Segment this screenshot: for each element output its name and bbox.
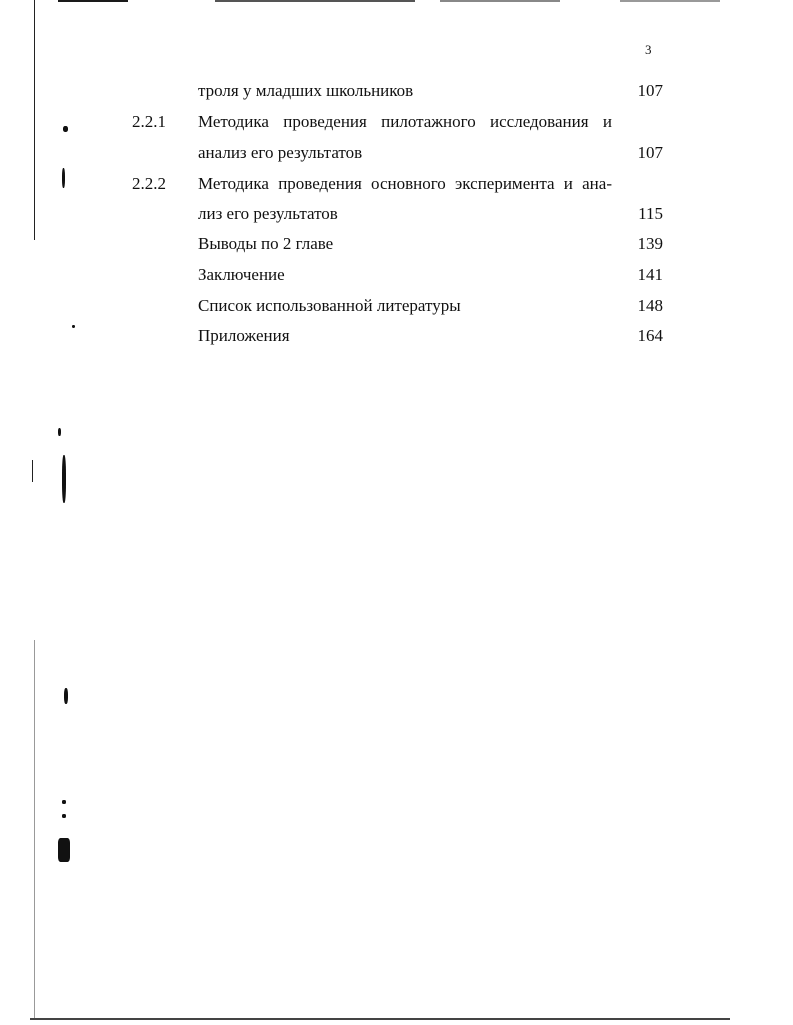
toc-entry-number: 2.2.1 [132, 112, 166, 131]
toc-entry-text: Список использованной литературы [198, 296, 461, 315]
toc-entry-text: Методика проведения основного эксперимента и ана- [198, 174, 612, 193]
scan-left-edge [30, 0, 70, 1025]
toc-entry-page: 148 [637, 296, 663, 315]
toc-entry-text: Методика проведения пилотажного исследования и [198, 112, 612, 131]
scan-top-edge [0, 0, 793, 3]
toc-entry-text: Приложения [198, 326, 290, 345]
toc-entry-page: 115 [638, 204, 663, 223]
toc-entry-number: 2.2.2 [132, 174, 166, 193]
toc-entry-page: 164 [637, 326, 663, 345]
scan-bottom-edge [30, 1018, 730, 1020]
toc-entry-text: Выводы по 2 главе [198, 234, 334, 253]
toc-entry-text-continued: анализ его результатов [198, 143, 363, 162]
toc-entry-page: 107 [637, 143, 663, 162]
toc-entry-page: 107 [637, 81, 663, 100]
toc-entry-text: троля у младших школьников [198, 81, 414, 100]
page-number: 3 [645, 42, 652, 57]
toc-entry-page: 141 [637, 265, 663, 284]
toc-entry-text: Заключение [198, 265, 285, 284]
toc-entry-page: 139 [637, 234, 663, 253]
toc-entry-text-continued: лиз его результатов [198, 204, 338, 223]
